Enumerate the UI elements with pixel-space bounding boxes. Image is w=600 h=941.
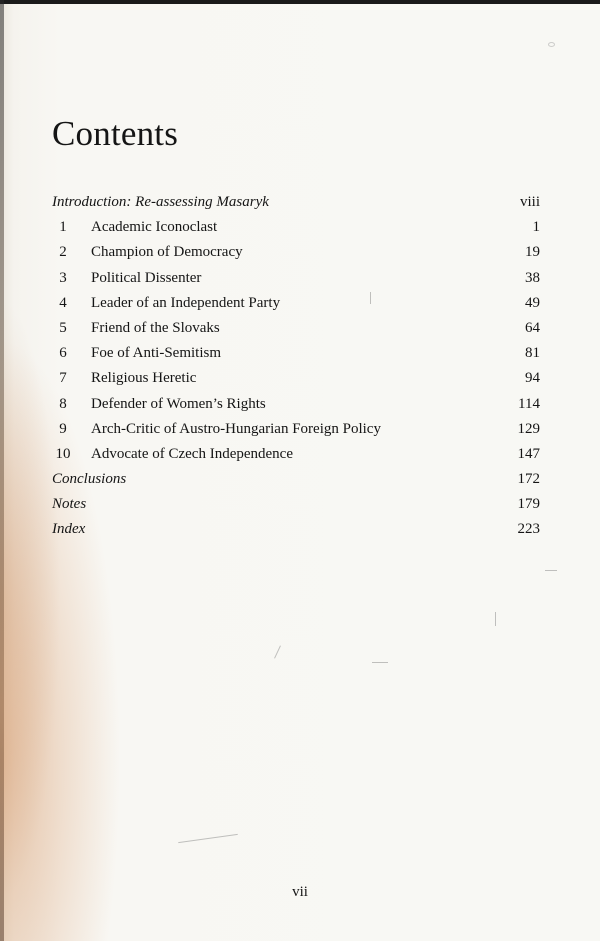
chapter-number: 8 — [59, 395, 67, 412]
table-of-contents — [52, 190, 540, 543]
chapter-title: Friend of the Slovaks — [91, 319, 220, 336]
toc-entry-introduction — [52, 190, 540, 215]
backmatter-title: Notes — [52, 496, 87, 513]
scan-speck — [548, 42, 555, 47]
scan-speck — [495, 612, 496, 626]
toc-entry-chapter-3 — [52, 266, 540, 291]
chapter-title: Religious Heretic — [91, 370, 197, 387]
toc-entry-page: viii — [519, 194, 540, 210]
toc-entry-chapter-10 — [52, 442, 540, 467]
chapter-number: 4 — [59, 294, 67, 311]
chapter-number: 3 — [59, 269, 67, 286]
chapter-title: Arch-Critic of Austro-Hungarian Foreign Policy — [91, 420, 381, 437]
chapter-page: 114 — [518, 395, 540, 412]
scan-speck — [274, 645, 281, 658]
scan-speck — [178, 834, 238, 843]
chapter-page: 129 — [517, 420, 540, 437]
chapter-page: 94 — [525, 370, 540, 387]
backmatter-page: 223 — [517, 521, 540, 538]
page-top-edge — [0, 0, 600, 4]
chapter-number: 2 — [59, 244, 67, 261]
toc-entry-index — [52, 517, 540, 542]
chapter-number: 5 — [59, 319, 67, 336]
toc-entry-chapter-8 — [52, 392, 540, 417]
toc-entry-notes — [52, 492, 540, 517]
toc-entry-chapter-1 — [52, 215, 540, 240]
chapter-page: 81 — [525, 345, 540, 362]
chapter-number: 9 — [59, 420, 67, 437]
toc-entry-chapter-4 — [52, 291, 540, 316]
page-title: Contents — [52, 114, 179, 153]
scan-speck — [372, 662, 388, 663]
chapter-title: Academic Iconoclast — [91, 219, 218, 236]
backmatter-page: 179 — [517, 496, 540, 513]
chapter-page: 38 — [525, 269, 540, 286]
chapter-number: 7 — [59, 370, 67, 387]
chapter-number: 10 — [55, 445, 71, 462]
backmatter-title: Index — [52, 521, 86, 538]
chapter-title: Political Dissenter — [91, 269, 202, 286]
chapter-page: 147 — [517, 445, 540, 462]
toc-entry-chapter-2 — [52, 240, 540, 265]
page-gutter-edge — [0, 0, 4, 941]
chapter-number: 6 — [59, 345, 67, 362]
page-number: vii — [292, 884, 308, 900]
toc-entry-chapter-7 — [52, 366, 540, 391]
backmatter-title: Conclusions — [52, 471, 127, 488]
toc-entry-chapter-9 — [52, 417, 540, 442]
scan-speck — [545, 570, 557, 571]
toc-entry-conclusions — [52, 467, 540, 492]
scan-speck — [370, 292, 371, 304]
chapter-number: 1 — [59, 219, 67, 236]
chapter-page: 19 — [525, 244, 540, 261]
chapter-title: Foe of Anti-Semitism — [91, 345, 222, 362]
chapter-title: Leader of an Independent Party — [91, 294, 281, 311]
chapter-page: 49 — [525, 294, 540, 311]
toc-entry-chapter-5 — [52, 316, 540, 341]
chapter-title: Advocate of Czech Independence — [91, 445, 293, 462]
toc-entry-title: Introduction: Re-assessing Masaryk — [52, 194, 269, 210]
chapter-title: Champion of Democracy — [91, 244, 243, 261]
backmatter-page: 172 — [517, 471, 540, 488]
chapter-page: 64 — [525, 319, 540, 336]
chapter-page: 1 — [532, 219, 540, 236]
toc-entry-chapter-6 — [52, 341, 540, 366]
chapter-title: Defender of Women’s Rights — [91, 395, 266, 412]
